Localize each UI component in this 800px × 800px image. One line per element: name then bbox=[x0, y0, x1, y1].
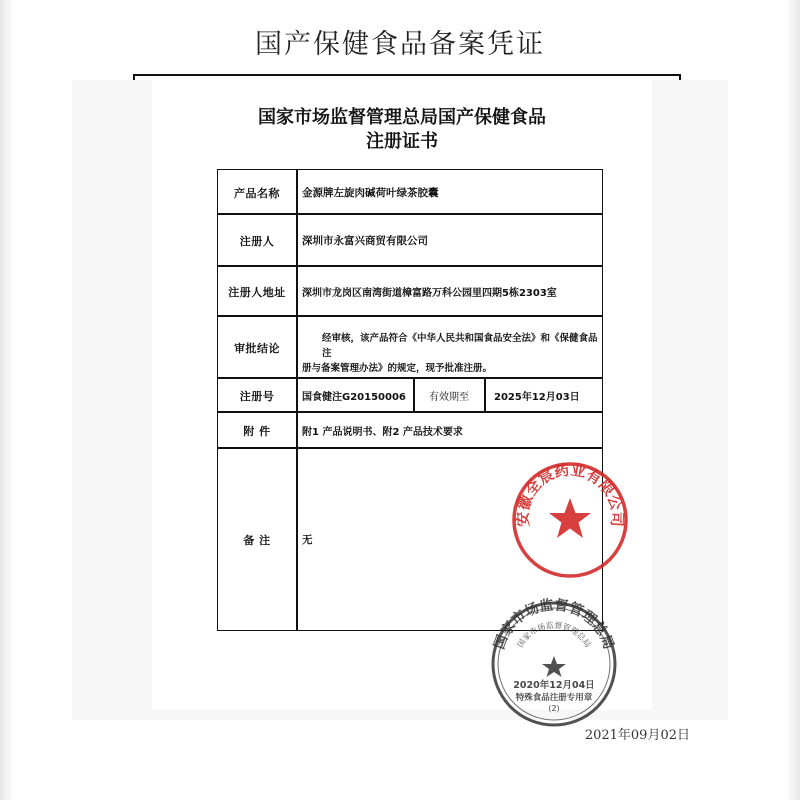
row-divider bbox=[217, 265, 603, 267]
product-name-value: 金源牌左旋肉碱荷叶绿茶胶囊 bbox=[302, 187, 439, 199]
label-column-divider bbox=[296, 169, 298, 631]
approval-conclusion-line2: 册与备案管理办法》的规定，现予批准注册。 bbox=[302, 363, 493, 374]
row-divider bbox=[217, 411, 603, 413]
seal-outer-text: 国家市场监督管理总局 bbox=[491, 598, 617, 652]
row-divider bbox=[217, 315, 603, 317]
approval-conclusion-label: 审批结论 bbox=[234, 342, 280, 355]
certificate-title-line2: 注册证书 bbox=[366, 131, 438, 152]
page-title: 国产保健食品备案凭证 bbox=[255, 29, 545, 60]
row-divider bbox=[217, 377, 603, 379]
product-name-label: 产品名称 bbox=[234, 187, 280, 200]
star-icon bbox=[542, 656, 566, 677]
row-divider bbox=[217, 213, 603, 215]
row-divider bbox=[217, 447, 603, 449]
header-divider bbox=[133, 74, 681, 76]
registrant-label: 注册人 bbox=[239, 235, 275, 248]
authority-seal bbox=[488, 598, 620, 730]
validity-value: 2025年12月03日 bbox=[494, 392, 580, 403]
remarks-label: 备 注 bbox=[243, 534, 271, 547]
seal-text: 安徽全宸药业有限公司 bbox=[513, 460, 627, 528]
reg-no-divider bbox=[413, 377, 415, 411]
footer-date: 2021年09月02日 bbox=[584, 728, 690, 743]
registration-number-value: 国食健注G20150006 bbox=[302, 392, 406, 403]
validity-label: 有效期至 bbox=[429, 392, 469, 403]
remarks-value: 无 bbox=[302, 534, 313, 546]
certificate-title bbox=[152, 106, 652, 154]
seal-number: (2) bbox=[548, 704, 560, 713]
registrant-address-value: 深圳市龙岗区南湾街道樟富路万科公园里四期5栋2303室 bbox=[302, 288, 557, 299]
approval-conclusion-value bbox=[302, 331, 598, 376]
seal-use: 特殊食品注册专用章 bbox=[515, 693, 593, 703]
registrant-address-label: 注册人地址 bbox=[228, 286, 286, 299]
star-icon bbox=[549, 498, 591, 538]
attachment-label: 附 件 bbox=[243, 425, 271, 438]
seal-date: 2020年12月04日 bbox=[513, 680, 595, 691]
certificate-title-line1: 国家市场监督管理总局国产保健食品 bbox=[258, 107, 546, 128]
registration-number-label: 注册号 bbox=[239, 390, 275, 403]
approval-conclusion-line1: 经审核，该产品符合《中华人民共和国食品安全法》和《保健食品注 bbox=[322, 333, 598, 359]
attachment-value: 附1 产品说明书、附2 产品技术要求 bbox=[302, 427, 463, 438]
registrant-value: 深圳市永富兴商贸有限公司 bbox=[302, 235, 428, 247]
seal-inner-text: 国家市场监督管理总局 bbox=[515, 620, 593, 650]
company-seal bbox=[508, 458, 632, 582]
validity-divider bbox=[484, 377, 486, 411]
